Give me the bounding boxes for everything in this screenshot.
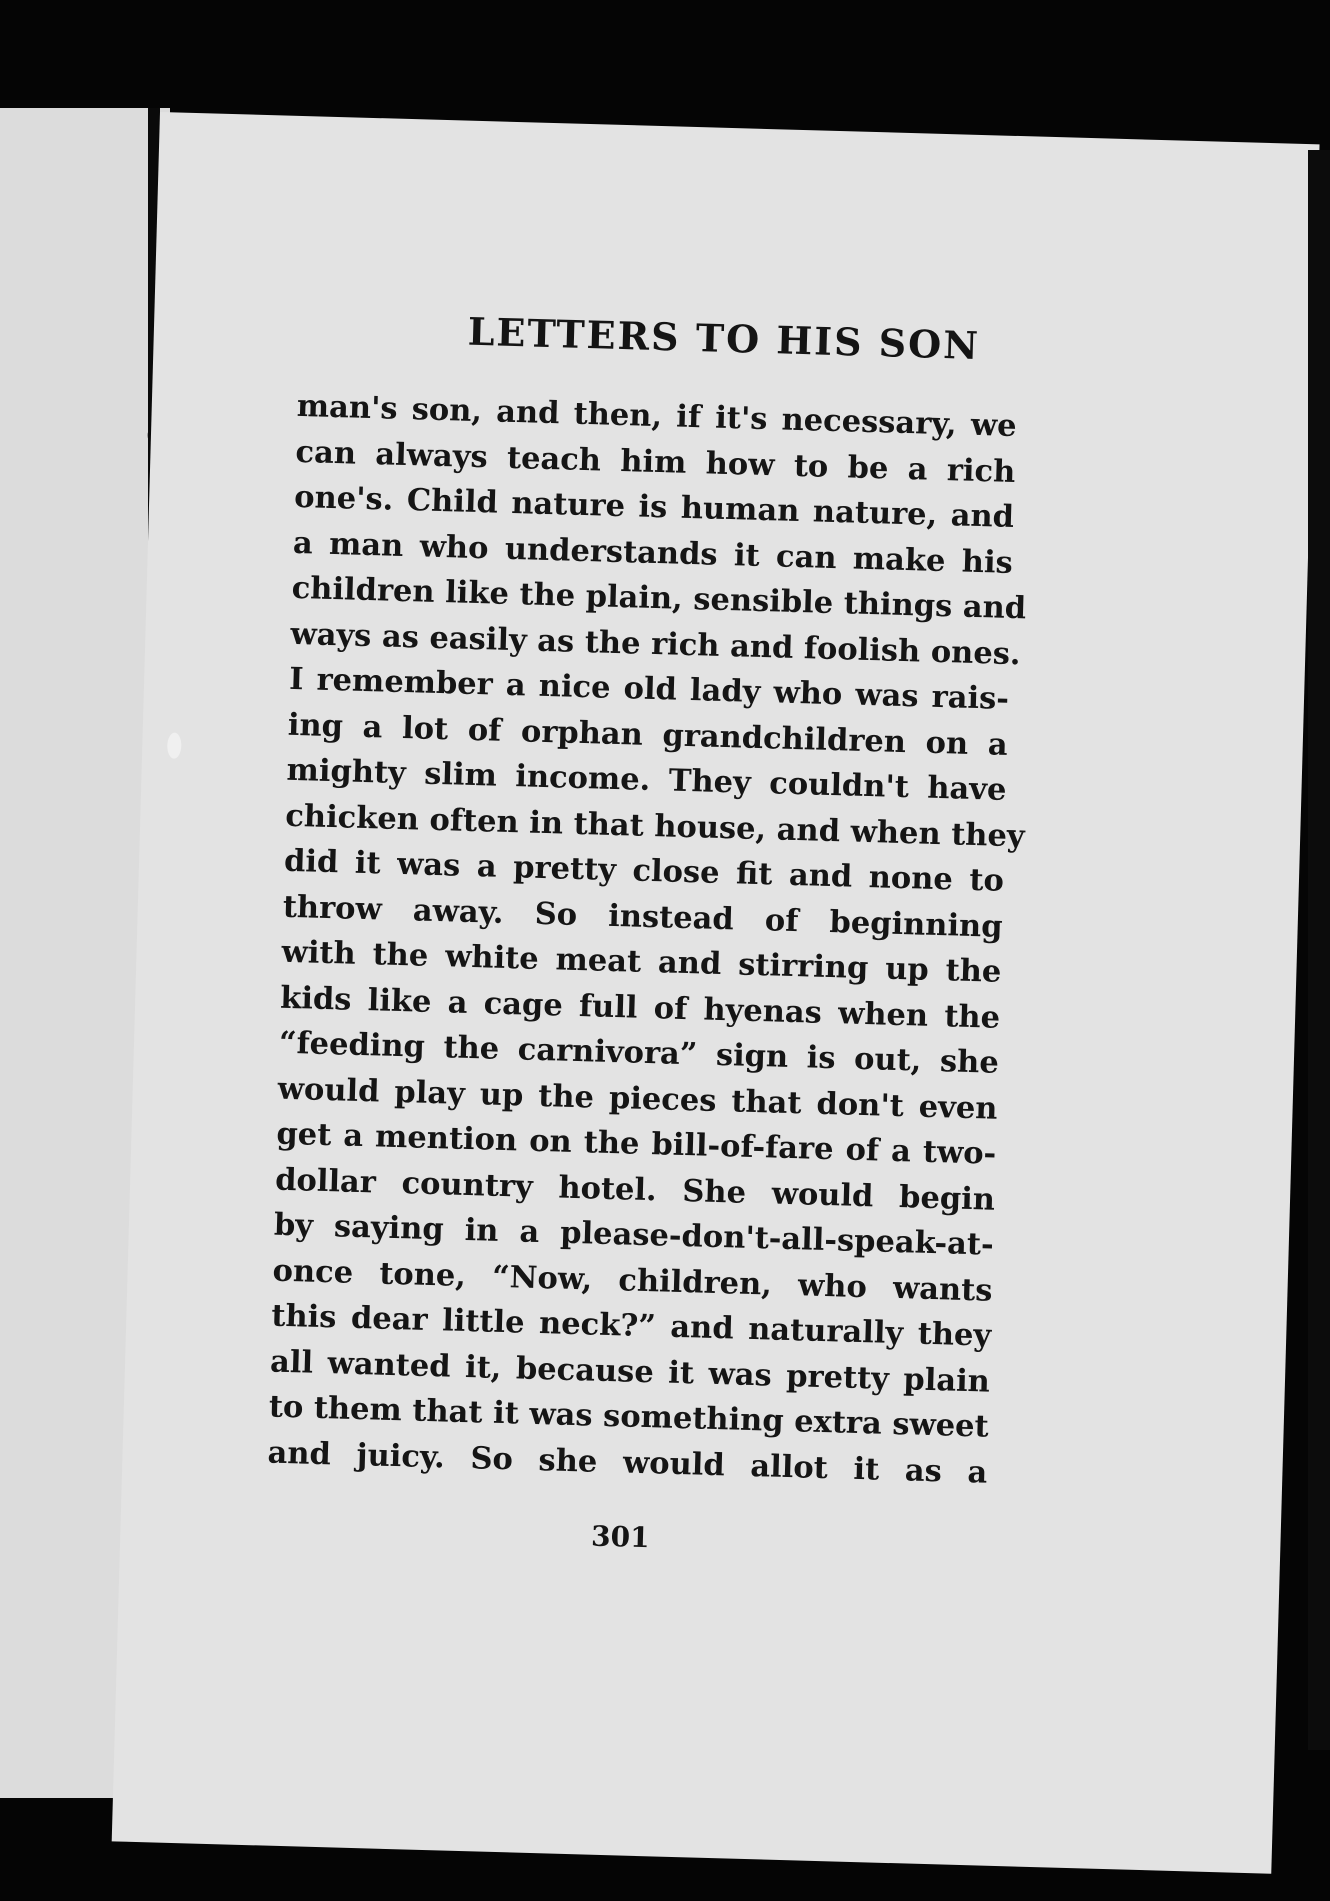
text-line: “feeding the carnivora” sign is out, she [278,1024,1000,1081]
text-line: all wanted it, because it was pretty plain [269,1343,991,1400]
text-line: kids like a cage full of hyenas when the [279,979,1001,1036]
text-line: throw away. So instead of beginning [282,888,1004,945]
text-line: would play up the pieces that don't even [277,1070,999,1127]
page-edge-shadow [1308,150,1330,1750]
body-text [267,384,1027,1496]
text-line: dollar country hotel. She would begin [274,1161,996,1218]
text-line: by saying in a please-don't-all-speak-at- [273,1206,995,1263]
text-line: I remember a nice old lady who was rais- [288,660,1010,717]
text-line: and juicy. So she would allot it as a [267,1434,988,1491]
text-line: ing a lot of orphan grandchildren on a [287,706,1009,763]
text-line: can always teach him how to be a rich [295,433,1016,490]
text-line: chicken often in that house, and when they [284,797,1026,854]
text-line: to them that it was something extra sweet [268,1388,990,1445]
text-line: with the white meat and stirring up the [281,933,1002,990]
text-line: children like the plain, sensible things and [291,569,1027,627]
text-line: man's son, and then, if it's necessary, we [296,387,1018,445]
text-line: did it was a pretty close fit and none to [283,842,1005,899]
running-head: LETTERS TO HIS SON [467,308,981,368]
text-line: ways as easily as the rich and foolish ones. [289,615,1022,672]
paper-speck [167,732,182,758]
book-page [112,112,1320,1874]
text-line: once tone, “Now, children, who wants [272,1252,993,1309]
text-line: a man who understands it can make his [292,524,1014,581]
text-line: this dear little neck?” and naturally they [270,1297,992,1354]
text-line: one's. Child nature is human nature, and [293,478,1015,535]
text-line: mighty slim income. They couldn't have [286,751,1007,808]
text-line: get a mention on the bill-of-fare of a two- [276,1115,997,1172]
page-number: 301 [590,1519,651,1555]
